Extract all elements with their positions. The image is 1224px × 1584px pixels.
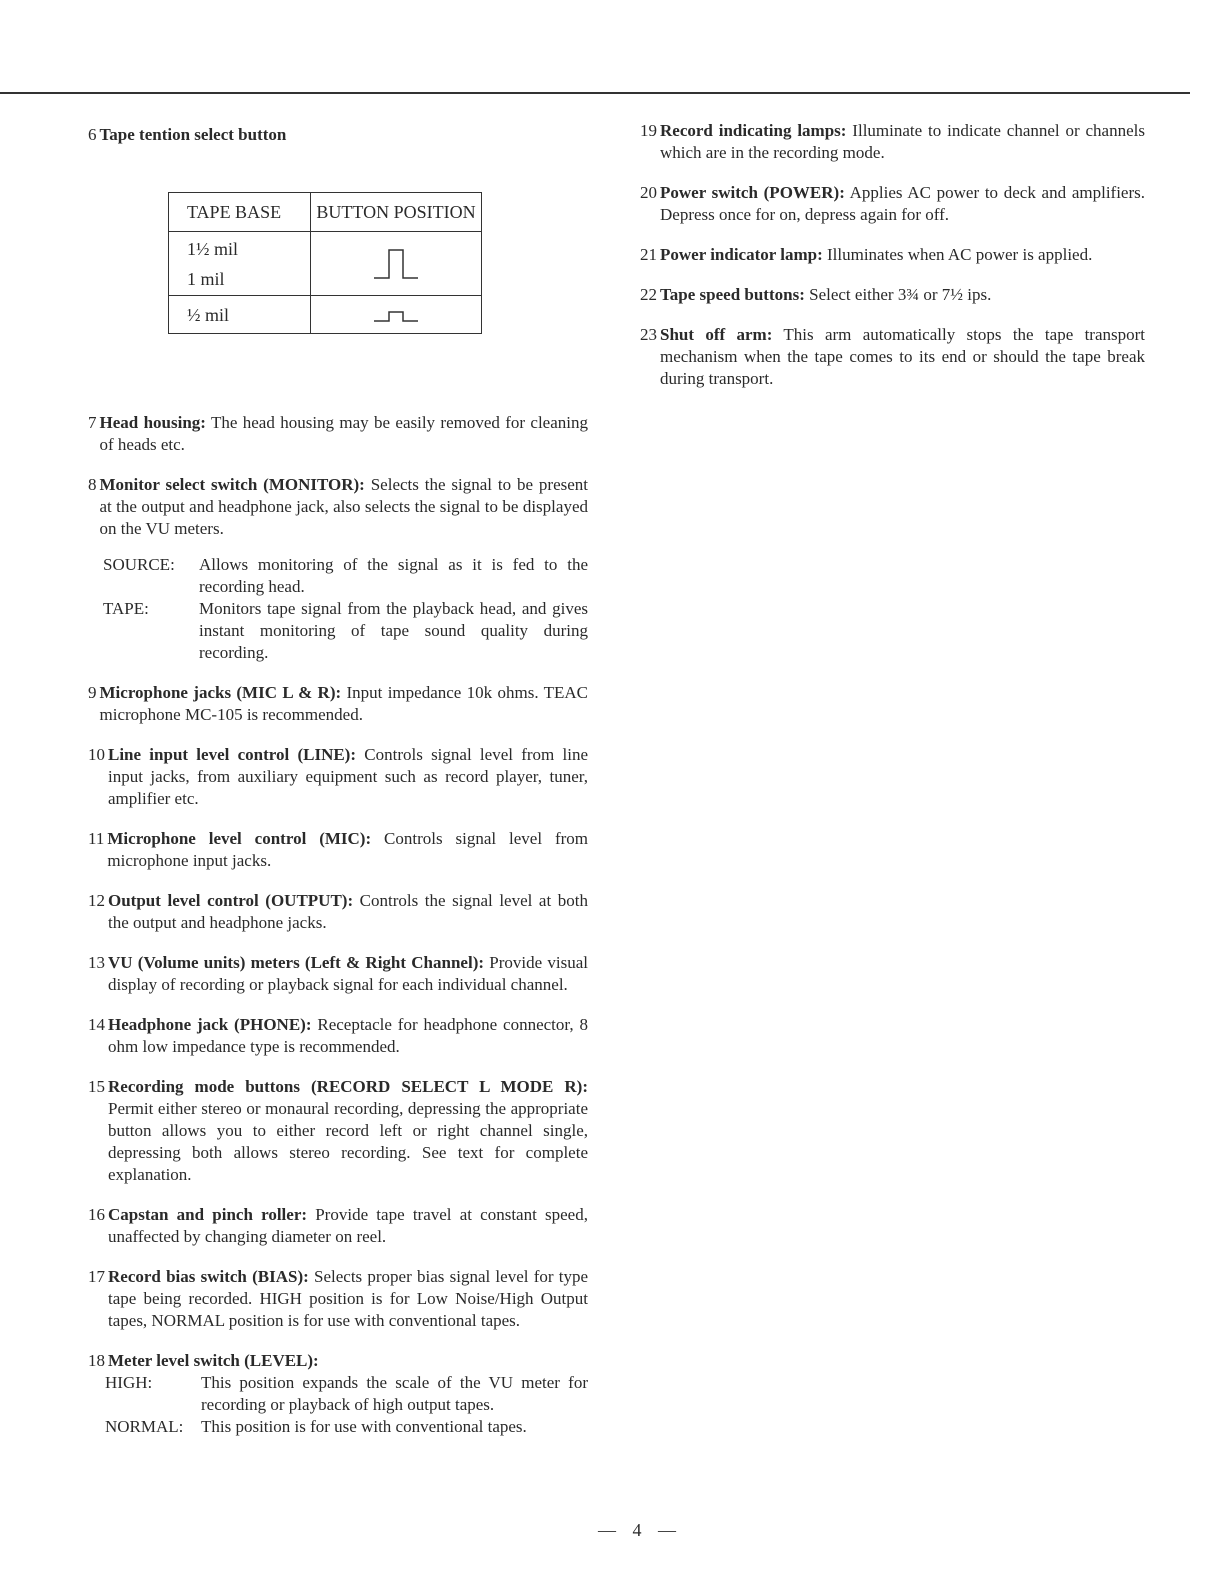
item-term: Headphone jack (PHONE): <box>108 1015 312 1034</box>
item-number: 7 <box>88 413 97 432</box>
item-description: Selects the signal to be present at the output and headphone jack, also selects the signal to be displayed on the VU meters. <box>99 475 588 538</box>
item-number: 16 <box>88 1205 105 1224</box>
item-title: Tape tention select button <box>99 125 287 144</box>
item-number: 17 <box>88 1267 105 1286</box>
item-term: Recording mode buttons (RECORD SELECT L MODE R): <box>108 1077 588 1096</box>
tape-base-value: 1½ mil <box>187 238 239 259</box>
item-description: Controls the signal level at both the output and headphone jacks. <box>108 891 588 932</box>
item-description: Controls signal level from line input jacks, from auxiliary equipment such as record player, tuner, amplifier etc. <box>108 745 588 808</box>
item-term: Power switch (POWER): <box>660 183 845 202</box>
table-row <box>169 296 482 334</box>
item-term: Output level control (OUTPUT): <box>108 891 354 910</box>
item-description: Selects proper bias signal level for type tape being recorded. HIGH position is for Low Noise/High Output tapes, NORMAL position is for use with conventional tapes. <box>108 1267 589 1330</box>
option-text: This position expands the scale of the VU meter for recording or playback of high output tapes. <box>201 1373 588 1414</box>
item-description: Provide visual display of recording or playback signal for each individual channel. <box>108 953 588 994</box>
item-term: Microphone level control (MIC): <box>107 829 372 848</box>
item-term: Record indicating lamps: <box>660 121 847 140</box>
item-term: Shut off arm: <box>660 325 773 344</box>
item-term: Capstan and pinch roller: <box>108 1205 308 1224</box>
table-header-tape-base: TAPE BASE <box>169 193 311 232</box>
item-number: 9 <box>88 683 97 702</box>
item-number: 18 <box>88 1351 105 1370</box>
page-number: — 4 — <box>598 1520 682 1540</box>
item-description: Receptacle for headphone connector, 8 ohm low impedance type is recommended. <box>108 1015 588 1056</box>
item-number: 22 <box>640 285 657 304</box>
table-cell-tape-base <box>169 232 311 296</box>
item-term: Line input level control (LINE): <box>108 745 357 764</box>
item-term: Microphone jacks (MIC L & R): <box>99 683 342 702</box>
item-21 <box>640 244 1145 266</box>
item-number: 20 <box>640 183 657 202</box>
item-12 <box>88 890 588 934</box>
item-10 <box>88 744 588 810</box>
option-text: Allows monitoring of the signal as it is fed to the recording head. <box>199 555 588 596</box>
item-number: 11 <box>88 829 105 848</box>
item-description: This arm automatically stops the tape transport mechanism when the tape comes to its end or should the tape break during transport. <box>660 325 1145 388</box>
item-9 <box>88 682 588 726</box>
item-number: 21 <box>640 245 657 264</box>
item-8 <box>88 474 588 540</box>
level-options <box>105 1372 588 1438</box>
item-term: Monitor select switch (MONITOR): <box>99 475 365 494</box>
table-cell-button-position <box>311 296 482 334</box>
right-column <box>640 120 1145 408</box>
option-text: This position is for use with conventional tapes. <box>201 1417 527 1436</box>
item-term: Head housing: <box>99 413 206 432</box>
table-row <box>169 232 482 296</box>
item-number: 8 <box>88 475 97 494</box>
item-description: Controls signal level from microphone input jacks. <box>107 829 588 870</box>
item-number: 10 <box>88 745 105 764</box>
item-description: Illuminate to indicate channel or channels which are in the recording mode. <box>660 121 1145 162</box>
item-17 <box>88 1266 588 1332</box>
item-description: Select either 3¾ or 7½ ips. <box>804 285 992 304</box>
item-term: Tape speed buttons: <box>660 285 805 304</box>
option-label: HIGH: <box>105 1373 153 1392</box>
tape-tension-table <box>168 192 482 334</box>
item-7 <box>88 412 588 456</box>
option-label: SOURCE: <box>103 555 175 574</box>
item-number: 13 <box>88 953 105 972</box>
item-15 <box>88 1076 588 1186</box>
left-column <box>88 124 588 1438</box>
item-14 <box>88 1014 588 1058</box>
item-number: 12 <box>88 891 105 910</box>
item-term: VU (Volume units) meters (Left & Right Channel): <box>108 953 485 972</box>
item-description: Input impedance 10k ohms. TEAC microphone MC-105 is recommended. <box>99 683 588 724</box>
option-label: TAPE: <box>103 599 149 618</box>
item-number: 14 <box>88 1015 105 1034</box>
item-22 <box>640 284 1145 306</box>
table-cell-tape-base: ½ mil <box>169 296 311 334</box>
button-raised-icon <box>371 244 421 284</box>
item-20 <box>640 182 1145 226</box>
item-term: Meter level switch (LEVEL): <box>108 1351 319 1370</box>
item-number: 23 <box>640 325 657 344</box>
button-depressed-icon <box>371 304 421 326</box>
item-description: Provide tape travel at constant speed, unaffected by changing diameter on reel. <box>108 1205 588 1246</box>
item-term: Power indicator lamp: <box>660 245 823 264</box>
option-text: Monitors tape signal from the playback head, and gives instant monitoring of tape sound quality during recording. <box>199 599 588 662</box>
header-rule <box>0 92 1190 94</box>
item-13 <box>88 952 588 996</box>
item-description: Permit either stereo or monaural recording, depressing the appropriate button allows you to either record left or right channel single, depressing both allows stereo recording. See text for complete explanation. <box>108 1099 588 1184</box>
item-description: Applies AC power to deck and amplifiers. Depress once for on, depress again for off. <box>660 183 1145 224</box>
item-6 <box>88 124 588 146</box>
item-11 <box>88 828 588 872</box>
item-number: 15 <box>88 1077 105 1096</box>
item-description: Illuminates when AC power is applied. <box>822 245 1093 264</box>
table-header-button-position: BUTTON POSITION <box>311 193 482 232</box>
table-cell-button-position <box>311 232 482 296</box>
item-23 <box>640 324 1145 390</box>
option-label: NORMAL: <box>105 1417 184 1436</box>
item-18 <box>88 1350 588 1372</box>
monitor-options <box>103 554 588 664</box>
item-number: 6 <box>88 125 97 144</box>
item-16 <box>88 1204 588 1248</box>
item-number: 19 <box>640 121 657 140</box>
item-19 <box>640 120 1145 164</box>
item-description: The head housing may be easily removed for cleaning of heads etc. <box>99 413 588 454</box>
tape-base-value: 1 mil <box>187 268 225 289</box>
item-term: Record bias switch (BIAS): <box>108 1267 309 1286</box>
